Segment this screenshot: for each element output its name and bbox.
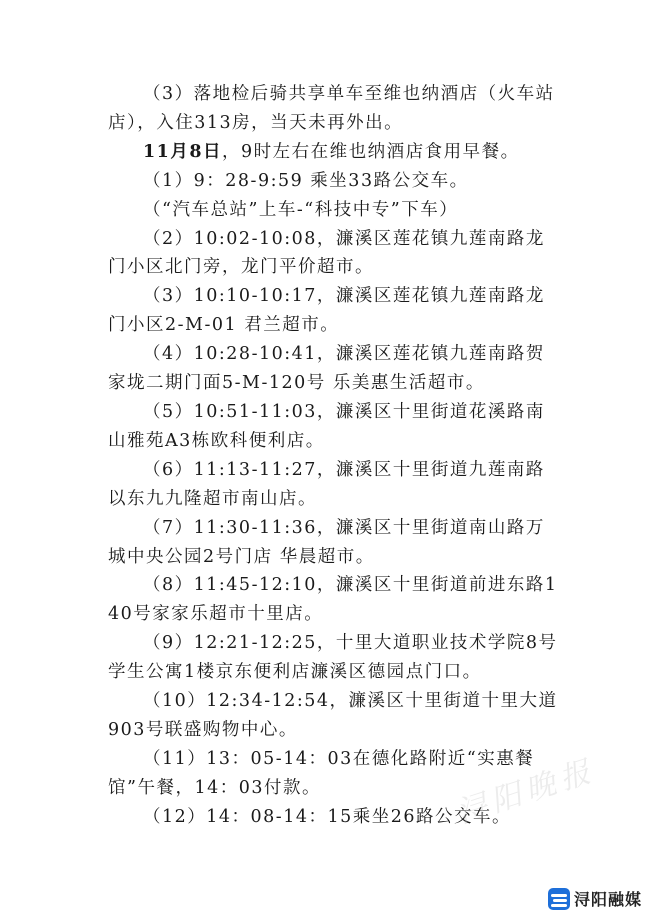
date-heading: 11月8日 <box>143 141 223 162</box>
paragraph: （12）14：08-14：15乘坐26路公交车。 <box>143 806 512 827</box>
paragraph: （3）落地检后骑共享单车至维也纳酒店（火车站店），入住313房，当天未再外出。 <box>108 84 555 133</box>
paragraph: （6）11:13-11:27，濂溪区十里街道九莲南路以东九九隆超市南山店。 <box>108 459 545 509</box>
paragraph: （5）10:51-11:03，濂溪区十里街道花溪路南山雅苑A3栋欧科便利店。 <box>108 401 545 451</box>
paragraph: （7）11:30-11:36，濂溪区十里街道南山路万城中央公园2号门店 华晨超市。 <box>108 517 545 567</box>
paragraph: （1）9：28-9:59 乘坐33路公交车。 <box>143 170 469 191</box>
paragraph: （“汽车总站”上车-“科技中专”下车） <box>143 199 459 220</box>
brand-badge <box>548 887 642 910</box>
paragraph: （3）10:10-10:17，濂溪区莲花镇九莲南路龙门小区2-M-01 君兰超市。 <box>108 286 545 336</box>
paragraph-date-heading: 11月8日，9时左右在维也纳酒店食用早餐。 <box>143 141 520 162</box>
wave-logo-icon <box>548 888 570 910</box>
paragraph: （9）12:21-12:25，十里大道职业技术学院8号学生公寓1楼京东便利店濂溪区德园点门口。 <box>108 633 558 683</box>
watermark: 浔阳晚报 <box>452 753 601 831</box>
paragraph: （4）10:28-10:41，濂溪区莲花镇九莲南路贺家垅二期门面5-M-120号 乐美惠生活超市。 <box>108 344 545 394</box>
paragraph: （11）13：05-14：03在德化路附近“实惠餐馆”午餐，14：03付款。 <box>108 748 535 798</box>
paragraph: （2）10:02-10:08，濂溪区莲花镇九莲南路龙门小区北门旁，龙门平价超市。 <box>108 228 545 278</box>
paragraph: （10）12:34-12:54，濂溪区十里街道十里大道903号联盛购物中心。 <box>108 691 558 740</box>
paragraph: （8）11:45-12:10，濂溪区十里街道前进东路140号家家乐超市十里店。 <box>108 575 558 625</box>
brand-name: 浔阳融媒 <box>573 890 642 909</box>
document-body <box>108 80 563 832</box>
